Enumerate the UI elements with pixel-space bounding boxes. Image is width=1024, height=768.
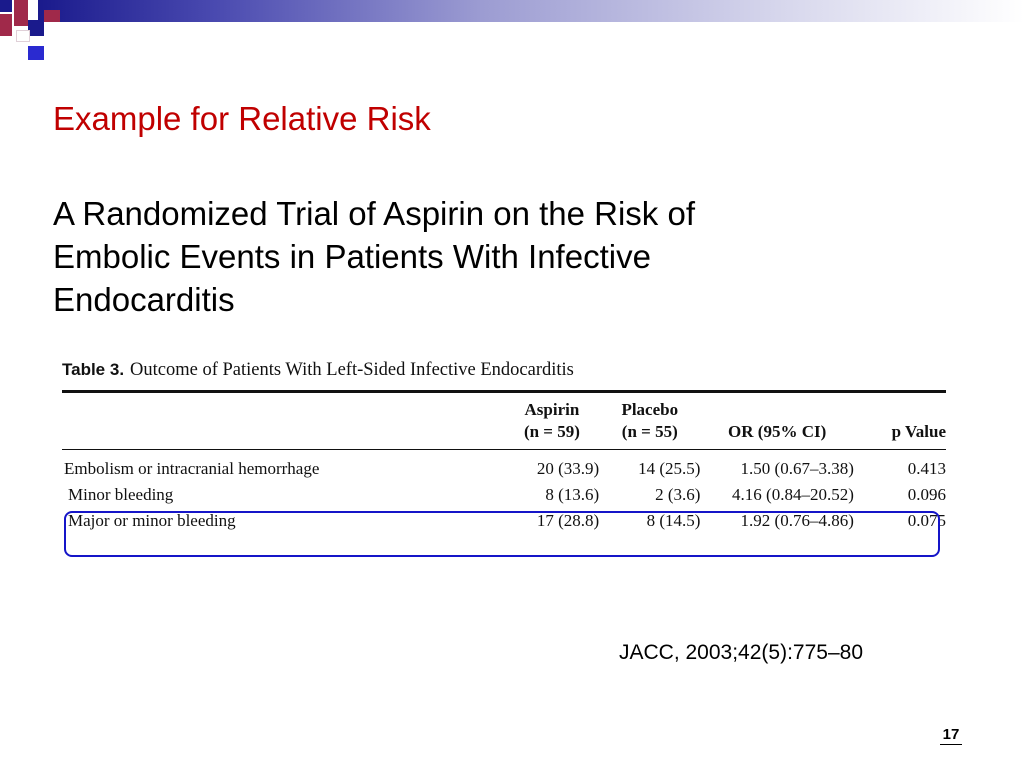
deco-square <box>14 0 28 26</box>
cell-aspirin: 8 (13.6) <box>545 485 600 504</box>
header-p-value: p Value <box>891 422 946 441</box>
table-caption <box>62 352 946 382</box>
header-placebo-name: Placebo <box>621 400 679 419</box>
table-row <box>62 450 946 483</box>
table-caption-text: Outcome of Patients With Left-Sided Infective Endocarditis <box>130 360 574 380</box>
cell-p-value: 0.096 <box>907 485 946 504</box>
cell-or: 1.50 (0.67–3.38) <box>740 459 854 478</box>
table-header-row <box>62 393 946 450</box>
table-row <box>62 482 946 508</box>
body-line: Endocarditis <box>53 281 235 318</box>
cell-aspirin: 17 (28.8) <box>536 511 600 530</box>
deco-square <box>28 46 44 60</box>
header-placebo <box>599 393 700 450</box>
slide-title: Example for Relative Risk <box>53 100 431 137</box>
outcome-table-figure <box>62 352 946 534</box>
deco-square <box>0 14 12 36</box>
cell-p-value: 0.413 <box>907 459 946 478</box>
cell-or: 1.92 (0.76–4.86) <box>740 511 854 530</box>
deco-square <box>44 10 60 22</box>
deco-square <box>0 0 12 12</box>
cell-p-value: 0.075 <box>907 511 946 530</box>
header-aspirin <box>505 393 599 450</box>
row-label: Major or minor bleeding <box>68 511 236 530</box>
table-caption-label: Table 3. <box>62 360 125 379</box>
cell-placebo: 14 (25.5) <box>638 459 701 478</box>
cell-aspirin: 20 (33.9) <box>536 459 600 478</box>
cell-placebo: 2 (3.6) <box>655 485 701 504</box>
deco-square <box>16 30 30 42</box>
body-line: Embolic Events in Patients With Infective <box>53 238 651 275</box>
header-aspirin-n: (n = 59) <box>523 422 580 441</box>
page-number: 17 <box>940 726 962 745</box>
cell-or: 4.16 (0.84–20.52) <box>732 485 854 504</box>
slide-body-text <box>53 192 873 321</box>
citation: JACC, 2003;42(5):775–80 <box>619 641 863 664</box>
header-outcome <box>62 393 505 450</box>
highlight-box <box>64 511 940 557</box>
deco-square <box>28 20 44 36</box>
row-label: Minor bleeding <box>68 485 174 504</box>
header-or: OR (95% CI) <box>728 422 827 441</box>
header-placebo-n: (n = 55) <box>621 422 678 441</box>
body-line: A Randomized Trial of Aspirin on the Risk of <box>53 195 695 232</box>
row-label: Embolism or intracranial hemorrhage <box>64 459 320 478</box>
header-gradient-bar <box>38 0 1024 22</box>
cell-placebo: 8 (14.5) <box>646 511 701 530</box>
header-aspirin-name: Aspirin <box>524 400 580 419</box>
